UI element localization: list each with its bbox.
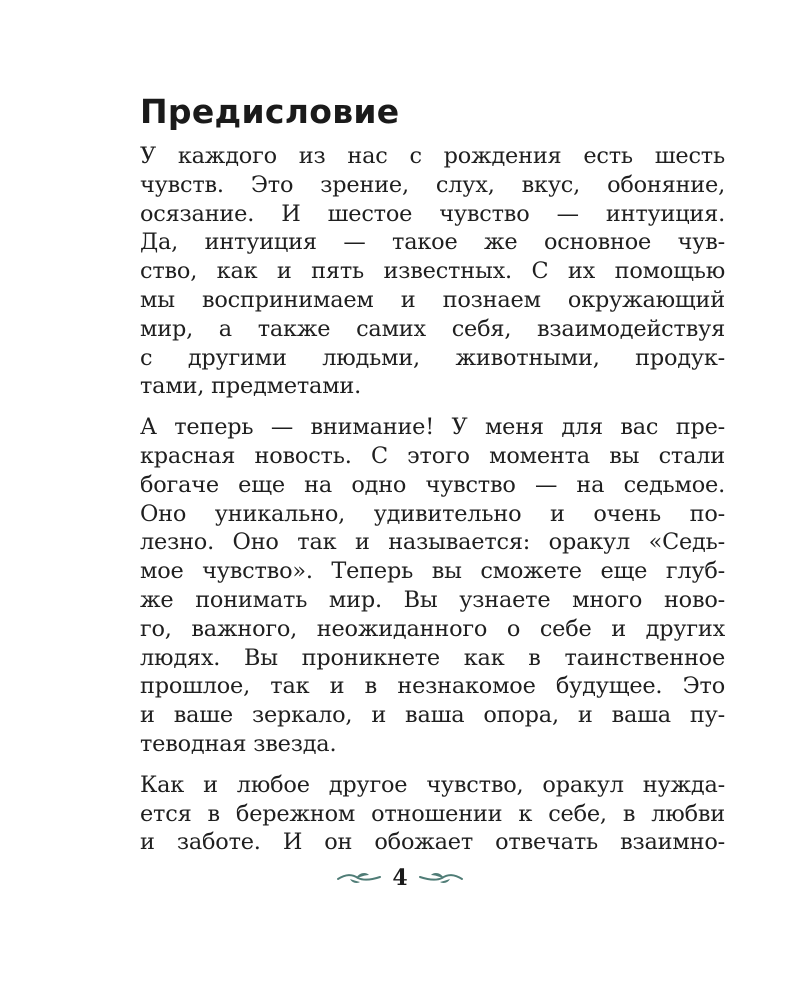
text-line: ется в бережном отношении к себе, в любви — [140, 800, 725, 827]
text-line: людях. Вы проникнете как в таинственное — [140, 644, 725, 671]
text-line: го, важного, неожиданного о себе и других — [140, 615, 725, 642]
text-line: мое чувство». Теперь вы сможете еще глуб- — [140, 558, 725, 585]
text-line: ство, как и пять известных. С их помощью — [140, 258, 725, 285]
text-line: же понимать мир. Вы узнаете много ново- — [140, 586, 725, 613]
paragraph — [140, 771, 725, 857]
text-line: красная новость. С этого момента вы стали — [140, 442, 725, 469]
text-line: тами, предметами. — [140, 373, 362, 400]
text-line: богаче еще на одно чувство — на седьмое. — [140, 471, 725, 498]
text-line: мы воспринимаем и познаем окружающий — [140, 286, 725, 313]
right-ornament-icon — [418, 871, 464, 885]
text-line: Да, интуиция — такое же основное чув- — [140, 229, 725, 256]
text-line: теводная звезда. — [140, 730, 337, 757]
paragraph — [140, 413, 725, 759]
page-body — [140, 142, 725, 869]
text-line: осязание. И шестое чувство — интуиция. — [140, 200, 725, 227]
text-line: У каждого из нас с рождения есть шесть — [140, 143, 725, 169]
text-line: и заботе. И он обожает отвечать взаимно- — [140, 829, 725, 856]
text-line: лезно. Оно так и называется: оракул «Седь- — [140, 529, 725, 556]
text-line: и ваше зеркало, и ваша опора, и ваша пу- — [140, 702, 725, 729]
text-line: с другими людьми, животными, продук- — [140, 344, 725, 371]
text-line: прошлое, так и в незнакомое будущее. Это — [140, 673, 725, 700]
text-line: мир, а также самих себя, взаимодействуя — [140, 315, 725, 342]
text-line: чувств. Это зрение, слух, вкус, обоняние, — [140, 171, 725, 198]
text-line: Как и любое другое чувство, оракул нужда- — [140, 771, 725, 798]
left-ornament-icon — [336, 871, 382, 885]
page-title: Предисловие — [140, 92, 400, 131]
paragraph — [140, 142, 725, 401]
text-line: Оно уникально, удивительно и очень по- — [140, 500, 725, 527]
page-footer — [0, 862, 800, 894]
text-line: А теперь — внимание! У меня для вас пре- — [140, 414, 725, 441]
page-number: 4 — [392, 865, 408, 891]
